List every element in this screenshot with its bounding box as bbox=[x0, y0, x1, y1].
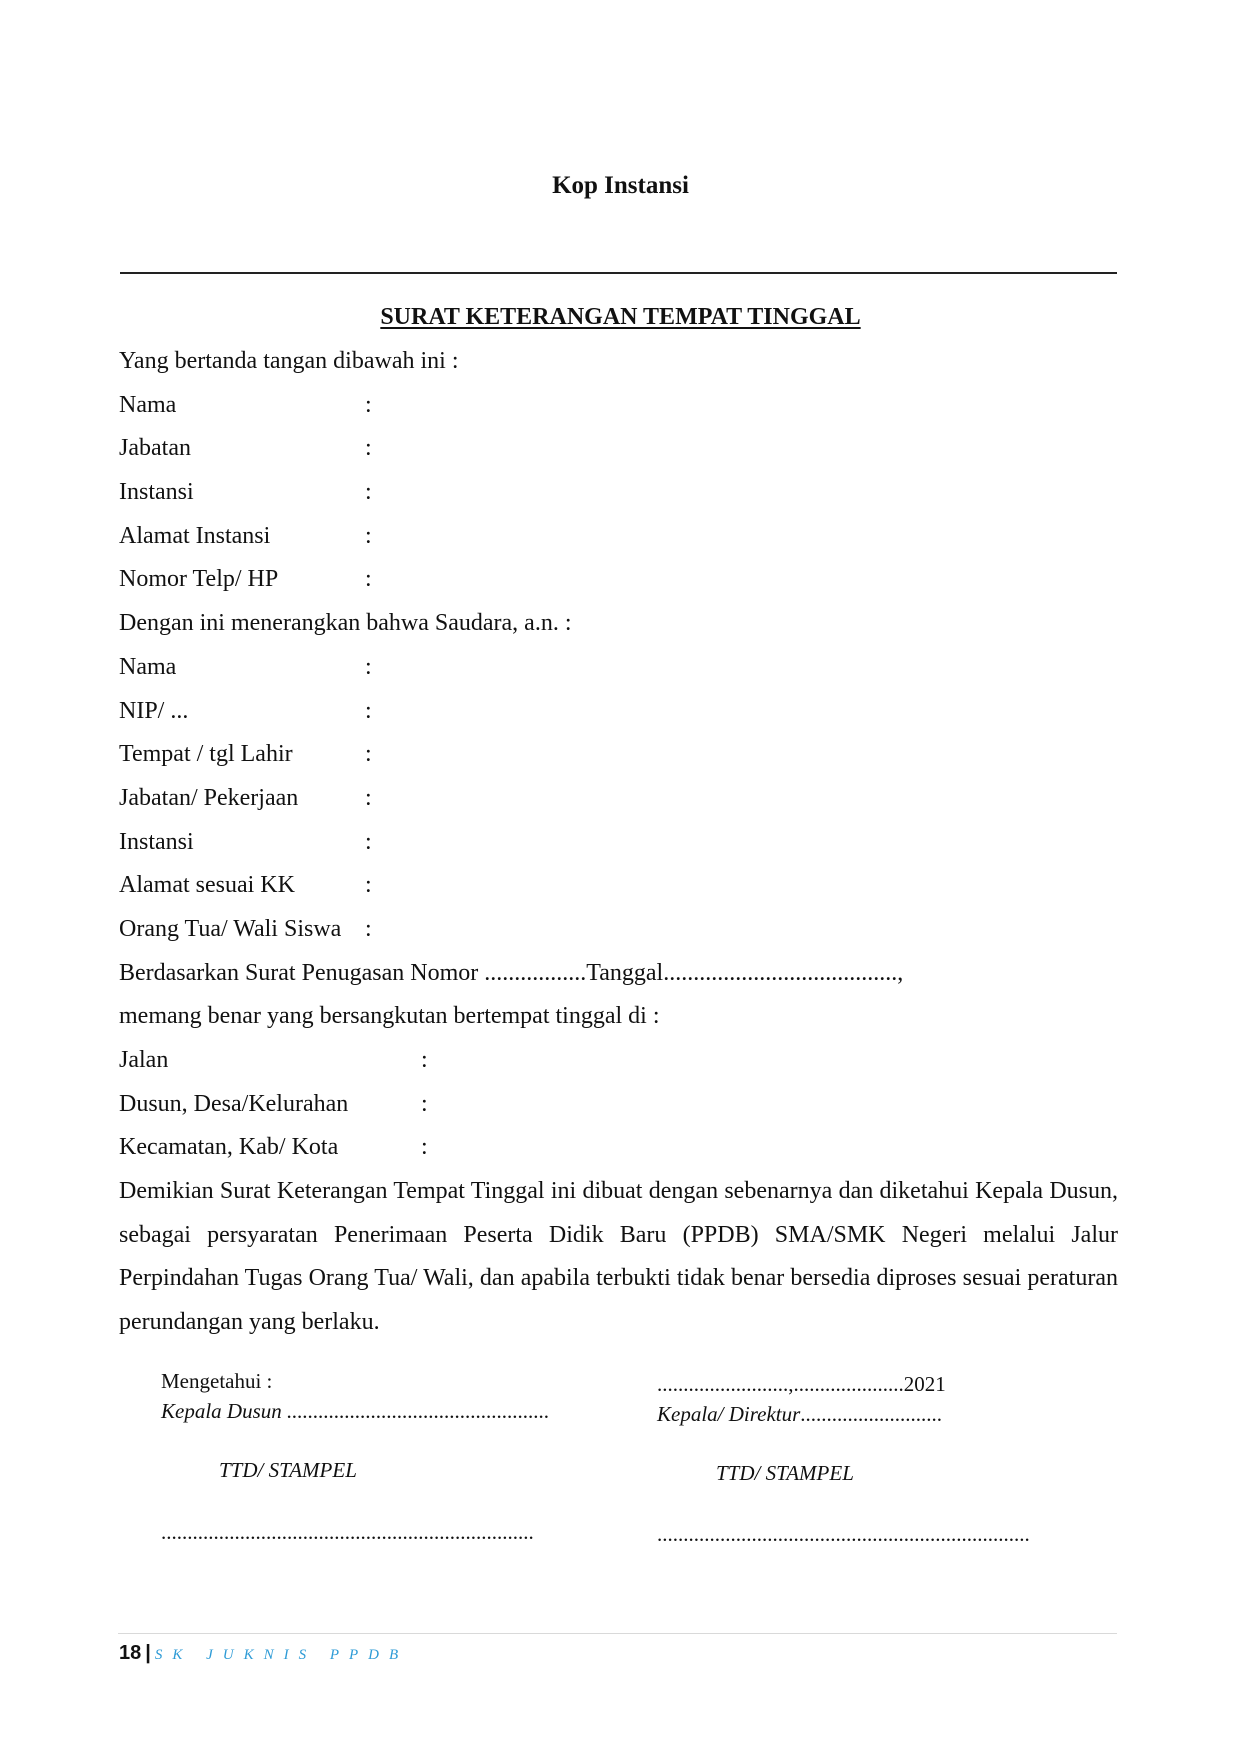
page-number: 18 bbox=[119, 1642, 142, 1664]
signer-field-phone bbox=[119, 558, 1118, 602]
signature-block-right bbox=[657, 1369, 946, 1429]
signer-field-position bbox=[119, 427, 1118, 471]
field-label: Alamat Instansi bbox=[119, 522, 271, 549]
letterhead-placeholder: Kop Instansi bbox=[552, 172, 689, 199]
field-label: Kecamatan, Kab/ Kota bbox=[119, 1134, 339, 1161]
field-label: Orang Tua/ Wali Siswa bbox=[119, 915, 342, 942]
document-title: SURAT KETERANGAN TEMPAT TINGGAL bbox=[380, 304, 861, 330]
field-label: Jabatan bbox=[119, 435, 191, 462]
signer-field-name bbox=[119, 384, 1118, 428]
field-label: Jabatan/ Pekerjaan bbox=[119, 784, 299, 811]
signer-name-line-left: ....................................................................... bbox=[161, 1520, 534, 1544]
field-colon: : bbox=[365, 915, 372, 942]
field-label: Nomor Telp/ HP bbox=[119, 566, 279, 593]
signature-stamp-right: TTD/ STAMPEL bbox=[716, 1461, 854, 1485]
footer-separator: | bbox=[145, 1642, 151, 1664]
letterhead-divider bbox=[120, 272, 1117, 274]
village-head-label: Kepala Dusun .................................................. bbox=[161, 1399, 550, 1423]
subject-field-kk-address bbox=[119, 864, 1118, 908]
field-colon: : bbox=[365, 872, 372, 899]
address-field-district bbox=[119, 1126, 1118, 1170]
field-label: Tempat / tgl Lahir bbox=[119, 741, 293, 768]
subject-field-occupation bbox=[119, 777, 1118, 821]
signature-stamp-left: TTD/ STAMPEL bbox=[219, 1458, 357, 1482]
field-colon: : bbox=[421, 1134, 428, 1161]
field-colon: : bbox=[365, 741, 372, 768]
page-footer bbox=[119, 1642, 408, 1665]
subject-field-guardian bbox=[119, 908, 1118, 952]
field-colon: : bbox=[365, 566, 372, 593]
letter-body bbox=[119, 340, 1118, 1345]
address-field-village bbox=[119, 1083, 1118, 1127]
field-colon: : bbox=[365, 391, 372, 418]
subject-field-nip bbox=[119, 690, 1118, 734]
intro-line: Yang bertanda tangan dibawah ini : bbox=[119, 348, 459, 374]
footer-divider bbox=[118, 1633, 1117, 1634]
field-label: Dusun, Desa/Kelurahan bbox=[119, 1090, 349, 1117]
residence-intro-line: memang benar yang bersangkutan bertempat tinggal di : bbox=[119, 1003, 660, 1030]
director-label-line bbox=[657, 1399, 946, 1429]
field-colon: : bbox=[421, 1090, 428, 1117]
place-date-line: .........................,.....................2021 bbox=[657, 1372, 946, 1396]
field-label: Alamat sesuai KK bbox=[119, 872, 295, 899]
signature-block-left bbox=[161, 1366, 550, 1426]
director-label: Kepala/ Direktur bbox=[657, 1402, 801, 1426]
signer-name-line-right: ....................................................................... bbox=[657, 1522, 1030, 1546]
assignment-line: Berdasarkan Surat Penugasan Nomor .................Tanggal......................................., bbox=[119, 959, 904, 986]
signer-field-institution-address bbox=[119, 515, 1118, 559]
subject-field-name bbox=[119, 646, 1118, 690]
footer-document-name: SK JUKNIS PPDB bbox=[154, 1647, 409, 1663]
closing-paragraph: Demikian Surat Keterangan Tempat Tinggal ini dibuat dengan sebenarnya dan diketahui Kepala Dusun, sebagai persyaratan Penerimaan Peserta Didik Baru (PPDB) SMA/SMK Negeri melalui Jalur Perpindahan Tugas Orang Tua/ Wali, dan apabila terbukti tidak benar bersedia diproses sesuai peraturan perundangan yang berlaku. bbox=[119, 1178, 1118, 1336]
field-colon: : bbox=[365, 479, 372, 506]
field-label: Instansi bbox=[119, 828, 194, 855]
field-colon: : bbox=[365, 784, 372, 811]
field-label: Jalan bbox=[119, 1047, 169, 1073]
field-label: Nama bbox=[119, 391, 177, 418]
acknowledged-label: Mengetahui : bbox=[161, 1369, 273, 1393]
field-label: NIP/ ... bbox=[119, 697, 189, 724]
field-colon: : bbox=[365, 828, 372, 855]
director-dots: ........................... bbox=[800, 1402, 943, 1426]
subject-field-institution bbox=[119, 821, 1118, 865]
field-colon: : bbox=[365, 522, 372, 549]
address-field-street bbox=[119, 1039, 1118, 1083]
field-colon: : bbox=[421, 1047, 428, 1073]
signer-field-institution bbox=[119, 471, 1118, 515]
field-label: Instansi bbox=[119, 479, 194, 506]
field-colon: : bbox=[365, 697, 372, 724]
subject-intro-line: Dengan ini menerangkan bahwa Saudara, a.n. : bbox=[119, 610, 572, 637]
subject-field-birth bbox=[119, 733, 1118, 777]
field-colon: : bbox=[365, 653, 372, 680]
field-colon: : bbox=[365, 435, 372, 462]
field-label: Nama bbox=[119, 653, 177, 680]
